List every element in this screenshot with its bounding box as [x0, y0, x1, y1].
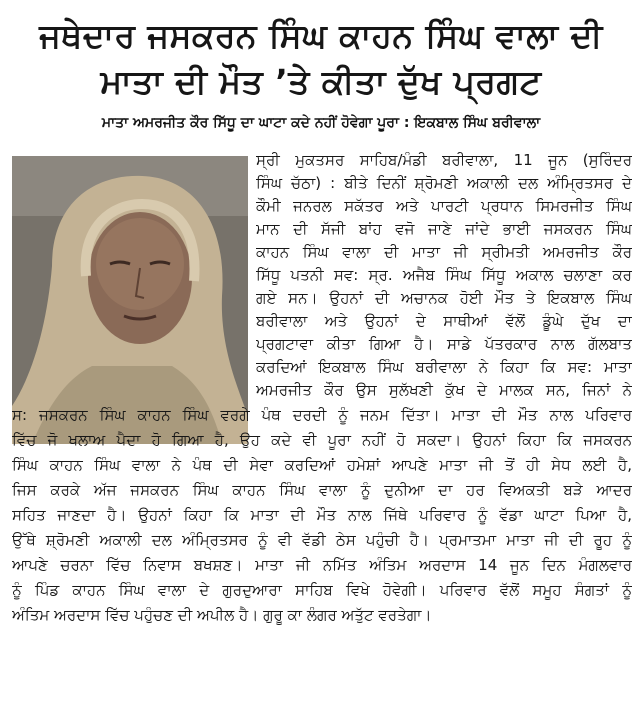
article-line: ਉੱਥੇ ਸ਼੍ਰੋਮਣੀ ਅਕਾਲੀ ਦਲ ਅੰਮ੍ਰਿਤਸਰ ਨੂੰ ਵੀ ਵੱਡੀ ਠੇਸ ਪਹੁੰਚੀ ਹੈ। ਪ੍ਰਮਾਤਮਾ ਮਾਤਾ ਜੀ ਦੀ ਰੂਹ ਨੂੰ	[12, 531, 632, 549]
article-line: ਕਰਦਿਆਂ ਇਕਬਾਲ ਸਿੰਘ ਬਰੀਵਾਲਾ ਨੇ ਕਿਹਾ ਕਿ ਸਵ: ਮਾਤਾ	[256, 358, 632, 376]
article-line: ਪ੍ਰਗਟਾਵਾ ਕੀਤਾ ਗਿਆ ਹੈ। ਸਾਡੇ ਪੱਤਰਕਾਰ ਨਾਲ ਗੱਲਬਾਤ	[256, 335, 632, 353]
article-line: ਅੰਤਿਮ ਅਰਦਾਸ ਵਿੱਚ ਪਹੁੰਚਣ ਦੀ ਅਪੀਲ ਹੈ। ਗੁਰੂ ਕਾ ਲੰਗਰ ਅਤੁੱਟ ਵਰਤੇਗਾ।	[12, 606, 432, 624]
headline-line-2: ਮਾਤਾ ਦੀ ਮੌਤ ’ਤੇ ਕੀਤਾ ਦੁੱਖ ਪ੍ਰਗਟ	[100, 62, 542, 101]
article-line: ਸ੍ਰੀ ਮੁਕਤਸਰ ਸਾਹਿਬ/ਮੰਡੀ ਬਰੀਵਾਲਾ, 11 ਜੂਨ (ਸੁਰਿੰਦਰ	[256, 151, 632, 169]
subheadline: ਮਾਤਾ ਅਮਰਜੀਤ ਕੌਰ ਸਿੱਧੂ ਦਾ ਘਾਟਾ ਕਦੇ ਨਹੀਂ ਹੋਵੇਗਾ ਪੂਰਾ : ਇਕਬਾਲ ਸਿੰਘ ਬਰੀਵਾਲਾ	[101, 115, 541, 131]
portrait-photo	[12, 156, 248, 444]
article-line: ਸਿੰਘ ਕਾਹਨ ਸਿੰਘ ਵਾਲਾ ਨੇ ਪੰਥ ਦੀ ਸੇਵਾ ਕਰਦਿਆਂ ਹਮੇਸ਼ਾਂ ਆਪਣੇ ਮਾਤਾ ਜੀ ਤੋਂ ਹੀ ਸੇਧ ਲਈ ਹੈ,	[12, 456, 632, 474]
article-line: ਸਿੰਘ ਚੱਠਾ) : ਬੀਤੇ ਦਿਨੀਂ ਸ਼੍ਰੋਮਣੀ ਅਕਾਲੀ ਦਲ ਅੰਮ੍ਰਿਤਸਰ ਦੇ	[256, 174, 632, 192]
article-line: ਕੌਮੀ ਜਨਰਲ ਸਕੱਤਰ ਅਤੇ ਪਾਰਟੀ ਪ੍ਰਧਾਨ ਸਿਮਰਜੀਤ ਸਿੰਘ	[256, 197, 632, 215]
article-line: ਕਾਹਨ ਸਿੰਘ ਵਾਲਾ ਦੀ ਮਾਤਾ ਜੀ ਸ੍ਰੀਮਤੀ ਅਮਰਜੀਤ ਕੌਰ	[256, 243, 632, 261]
article-line: ਬਰੀਵਾਲਾ ਅਤੇ ਉਹਨਾਂ ਦੇ ਸਾਥੀਆਂ ਵੱਲੋਂ ਡੂੰਘੇ ਦੁੱਖ ਦਾ	[256, 312, 632, 330]
portrait-photo-elderly-woman-icon	[12, 156, 248, 444]
article-line: ਵਿੱਚ ਜੋ ਖਲਾਅ ਪੈਦਾ ਹੋ ਗਿਆ ਹੈ, ਉਹ ਕਦੇ ਵੀ ਪੂਰਾ ਨਹੀਂ ਹੋ ਸਕਦਾ। ਉਹਨਾਂ ਕਿਹਾ ਕਿ ਜਸਕਰਨ	[12, 431, 632, 449]
article-line: ਆਪਣੇ ਚਰਨਾ ਵਿੱਚ ਨਿਵਾਸ ਬਖਸ਼ਣ। ਮਾਤਾ ਜੀ ਨਮਿੱਤ ਅੰਤਿਮ ਅਰਦਾਸ 14 ਜੂਨ ਦਿਨ ਮੰਗਲਵਾਰ	[12, 556, 632, 574]
article-line: ਅਮਰਜੀਤ ਕੌਰ ਉਸ ਸੁਲੱਖਣੀ ਕੁੱਖ ਦੇ ਮਾਲਕ ਸਨ, ਜਿਨਾਂ ਨੇ	[256, 381, 632, 399]
article-line: ਗਏ ਸਨ। ਉਹਨਾਂ ਦੀ ਅਚਾਨਕ ਹੋਈ ਮੌਤ ਤੇ ਇਕਬਾਲ ਸਿੰਘ	[256, 289, 632, 307]
article-line: ਸਿੱਧੂ ਪਤਨੀ ਸਵ: ਸ੍ਰ. ਅਜੈਬ ਸਿੰਘ ਸਿੱਧੂ ਅਕਾਲ ਚਲਾਣਾ ਕਰ	[256, 266, 632, 284]
article-line: ਨੂੰ ਪਿੰਡ ਕਾਹਨ ਸਿੰਘ ਵਾਲਾ ਦੇ ਗੁਰਦੁਆਰਾ ਸਾਹਿਬ ਵਿਖੇ ਹੋਵੇਗੀ। ਪਰਿਵਾਰ ਵੱਲੋਂ ਸਮੂਹ ਸੰਗਤਾਂ ਨੂੰ	[12, 581, 632, 599]
article-line: ਸ: ਜਸਕਰਨ ਸਿੰਘ ਕਾਹਨ ਸਿੰਘ ਵਰਗੇ ਪੰਥ ਦਰਦੀ ਨੂੰ ਜਨਮ ਦਿੱਤਾ। ਮਾਤਾ ਦੀ ਮੌਤ ਨਾਲ ਪਰਿਵਾਰ	[12, 406, 632, 424]
headline-line-1: ਜਥੇਦਾਰ ਜਸਕਰਨ ਸਿੰਘ ਕਾਹਨ ਸਿੰਘ ਵਾਲਾ ਦੀ	[39, 16, 603, 55]
article-line: ਜਿਸ ਕਰਕੇ ਅੱਜ ਜਸਕਰਨ ਸਿੰਘ ਕਾਹਨ ਸਿੰਘ ਵਾਲਾ ਨੂੰ ਦੁਨੀਆ ਦਾ ਹਰ ਵਿਅਕਤੀ ਬੜੇ ਆਦਰ	[12, 481, 632, 499]
article-line: ਮਾਨ ਦੀ ਸੱਜੀ ਬਾਂਹ ਵਜੋ ਜਾਣੇ ਜਾਂਦੇ ਭਾਈ ਜਸਕਰਨ ਸਿੰਘ	[256, 220, 632, 238]
article-line: ਸਹਿਤ ਜਾਣਦਾ ਹੈ। ਉਹਨਾਂ ਕਿਹਾ ਕਿ ਮਾਤਾ ਦੀ ਮੌਤ ਨਾਲ ਜਿੱਥੇ ਪਰਿਵਾਰ ਨੂੰ ਵੱਡਾ ਘਾਟਾ ਪਿਆ ਹੈ,	[12, 506, 632, 524]
